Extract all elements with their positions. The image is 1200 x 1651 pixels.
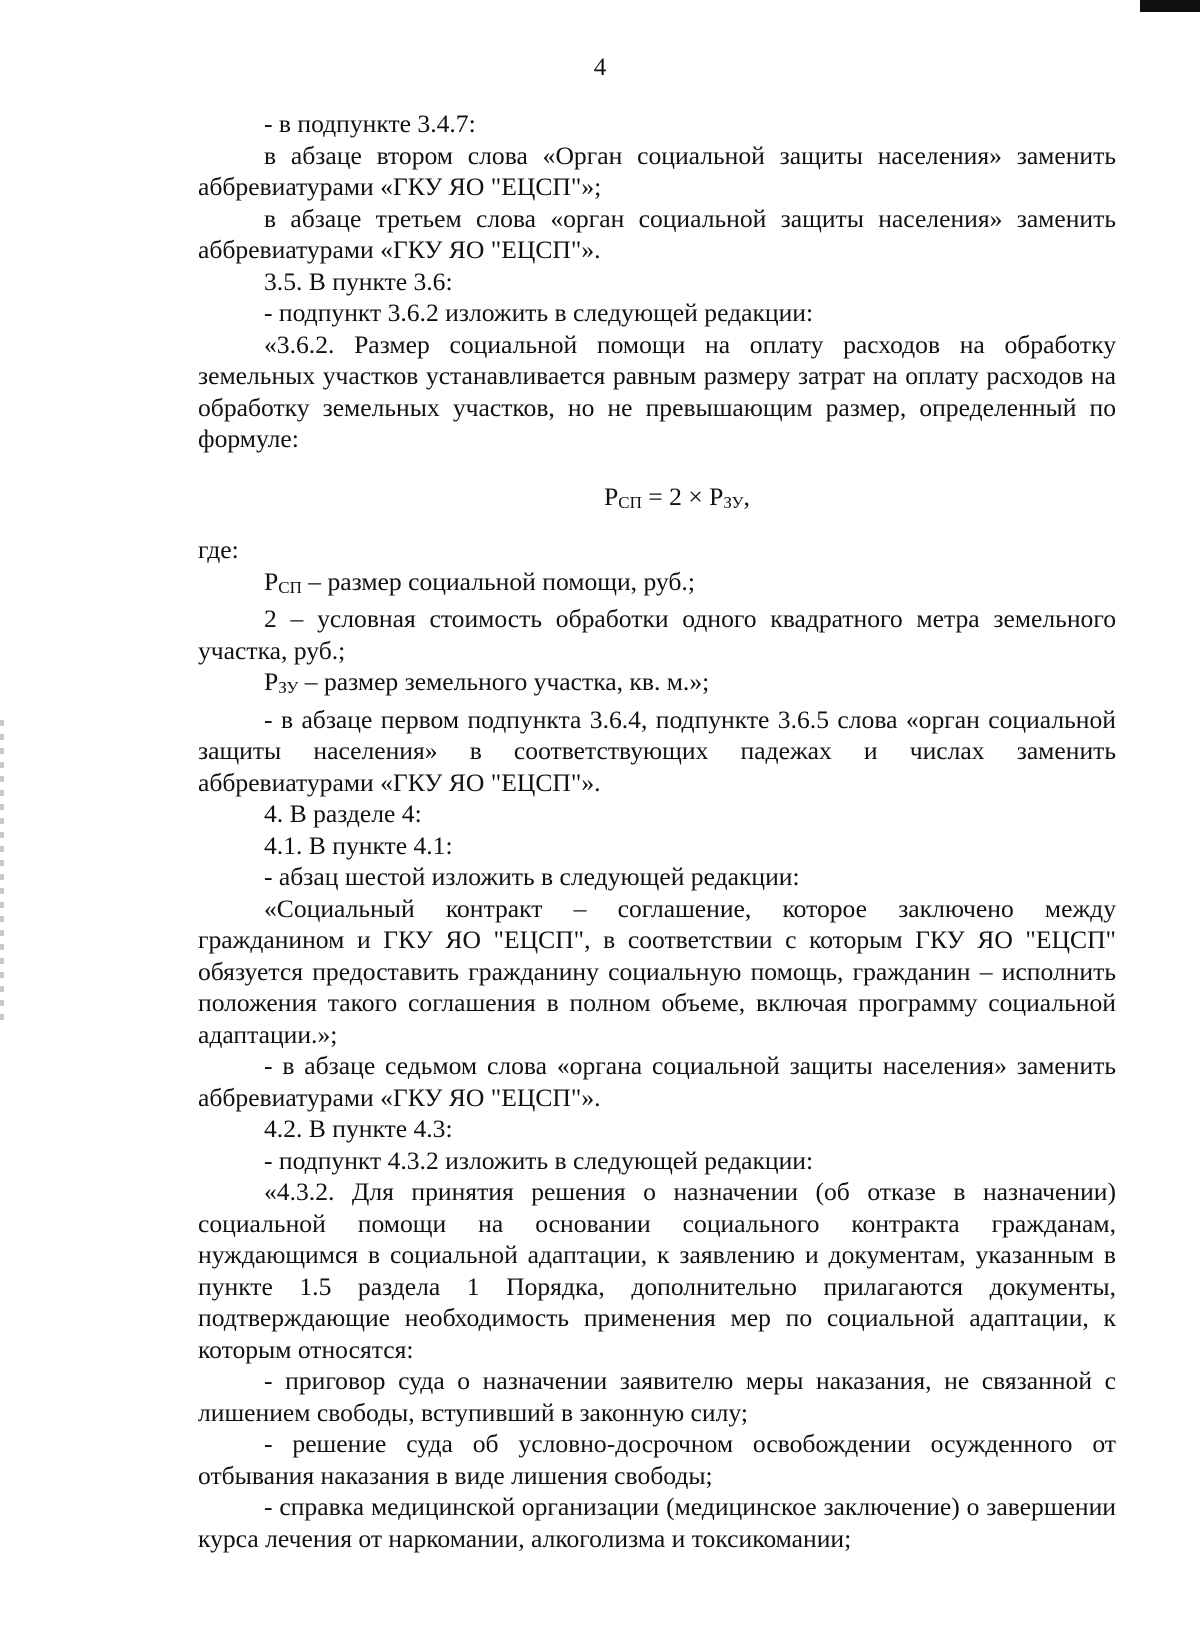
formula-lhs-subscript: СП [618, 492, 642, 512]
formula-rhs-subscript: ЗУ [723, 492, 744, 512]
paragraph: - в абзаце первом подпункта 3.6.4, подпункте 3.6.5 слова «орган социальной защиты населения» в соответствующих падежах и числах заменить аббревиатурами «ГКУ ЯО "ЕЦСП"». [198, 704, 1116, 797]
definition [198, 666, 1116, 704]
paragraph: «4.3.2. Для принятия решения о назначении (об отказе в назначении) социальной помощи на основании социального контракта гражданам, нуждающимся в социальной адаптации, к заявлению и документам, указанным в пункте 1.5 раздела 1 Порядка, дополнительно прилагаются документы, подтверждающие необходимость применения мер по социальной адаптации, к которым относятся: [198, 1177, 1116, 1364]
definition-text: – размер социальной помощи, руб.; [301, 566, 695, 596]
paragraph: в абзаце третьем слова «орган социальной защиты населения» заменить аббревиатурами «ГКУ ЯО "ЕЦСП"». [198, 203, 1116, 264]
paragraph: - справка медицинской организации (медицинское заключение) о завершении курса лечения от наркомании, алкоголизма и токсикомании; [198, 1492, 1116, 1553]
where-label: где: [198, 535, 239, 564]
scan-margin-artifact [0, 720, 4, 1020]
definition-text: – размер земельного участка, кв. м.»; [298, 667, 710, 696]
page-number: 4 [593, 54, 607, 81]
paragraph: - в подпункте 3.4.7: [264, 109, 476, 138]
definition [198, 566, 1116, 604]
paragraph: - подпункт 3.6.2 изложить в следующей редакции: [264, 298, 814, 327]
paragraph: - приговор суда о назначении заявителю меры наказания, не связанной с лишением свободы, вступивший в законную силу; [198, 1366, 1116, 1427]
paragraph: - подпункт 4.3.2 изложить в следующей редакции: [264, 1145, 814, 1175]
definition: 2 – условная стоимость обработки одного квадратного метра земельного участка, руб.; [198, 604, 1116, 665]
paragraph: 3.5. В пункте 3.6: [264, 266, 453, 296]
formula-middle: = 2 × Р [641, 481, 724, 511]
document-body [198, 108, 1116, 1554]
formula-tail: , [743, 481, 750, 511]
definition-subscript: ЗУ [278, 678, 299, 697]
definition-symbol: Р [264, 667, 279, 696]
paragraph: - в абзаце седьмом слова «органа социальной защиты населения» заменить аббревиатурами «ГКУ ЯО "ЕЦСП"». [198, 1051, 1116, 1112]
paragraph: «3.6.2. Размер социальной помощи на оплату расходов на обработку земельных участков устанавливается равным размеру затрат на оплату расходов на обработку земельных участков, но не превышающим размер, определенный по формуле: [198, 329, 1116, 453]
paragraph: 4.1. В пункте 4.1: [264, 830, 453, 860]
paragraph: - решение суда об условно-досрочном освобождении осужденного от отбывания наказания в виде лишения свободы; [198, 1429, 1116, 1490]
formula [198, 481, 1116, 519]
paragraph: 4. В разделе 4: [264, 799, 422, 828]
definition-symbol: Р [264, 566, 279, 596]
formula-lhs: Р [604, 481, 619, 511]
definition-subscript: СП [278, 577, 302, 597]
scan-edge-mark [1140, 0, 1200, 12]
paragraph: в абзаце втором слова «Орган социальной защиты населения» заменить аббревиатурами «ГКУ ЯО "ЕЦСП"»; [198, 140, 1116, 201]
paragraph: - абзац шестой изложить в следующей редакции: [264, 862, 800, 891]
paragraph: «Социальный контракт – соглашение, которое заключено между гражданином и ГКУ ЯО "ЕЦСП", в соответствии с которым ГКУ ЯО "ЕЦСП" обязуется предоставить гражданину социальную помощь, гражданин – исполнить положения такого соглашения в полном объеме, включая программу социальной адаптации.»; [198, 893, 1116, 1049]
paragraph: 4.2. В пункте 4.3: [264, 1114, 453, 1143]
